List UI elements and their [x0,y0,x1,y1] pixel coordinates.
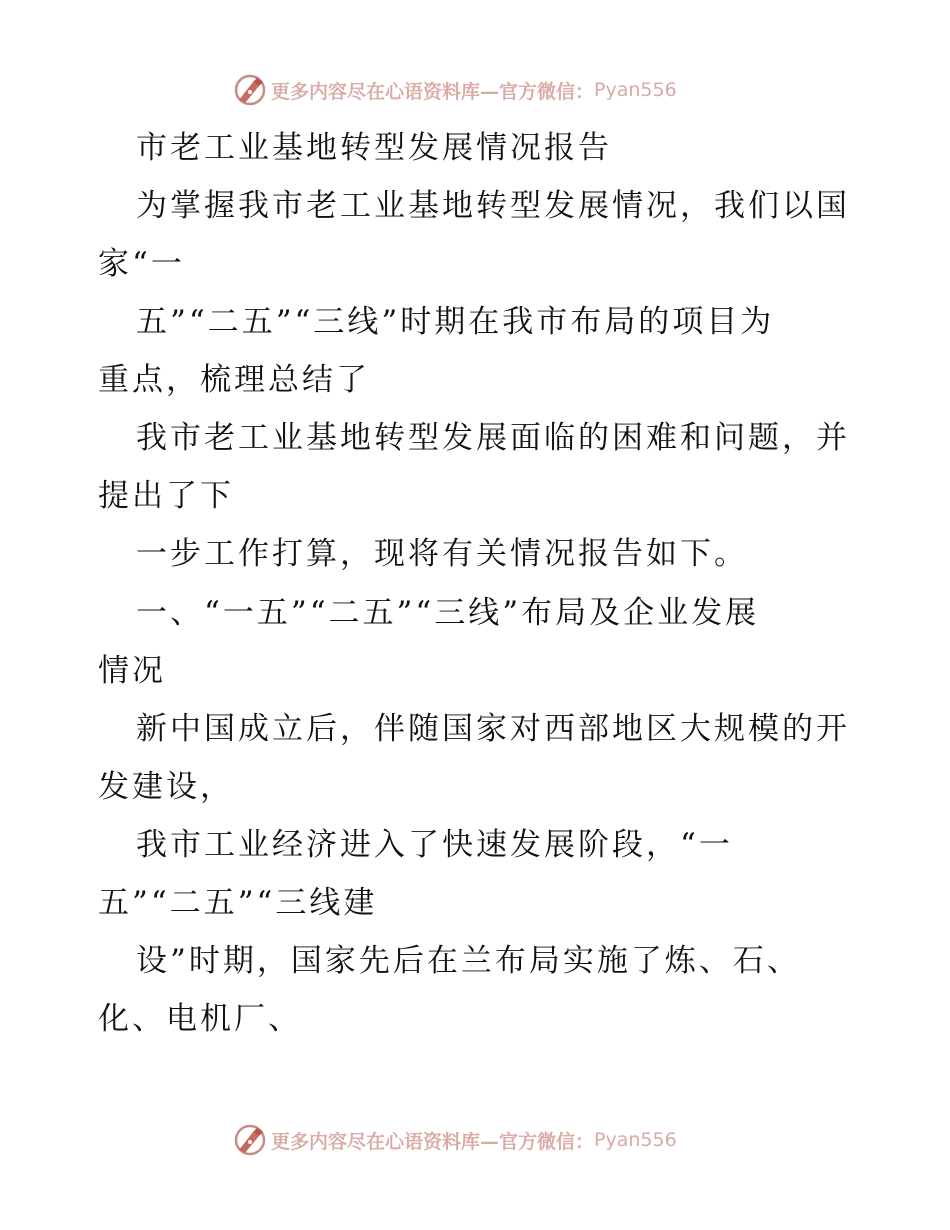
paragraph-line: 提出了下 [98,478,234,514]
watermark-text: 更多内容尽在心语资料库—官方微信： [271,80,595,103]
paragraph-line: 化、电机厂、 [98,1001,302,1037]
paragraph-line: 我市老工业基地转型发展面临的困难和问题，并 [136,420,850,456]
pen-nib-logo-icon [233,1123,267,1157]
paragraph-line: 发建设， [98,769,234,805]
paragraph-line: 设”时期，国家先后在兰布局实施了炼、石、 [136,943,801,979]
section-heading-cont: 情况 [98,653,166,689]
watermark-wechat-id: Pyan556 [594,1129,677,1151]
paragraph-line: 重点，梳理总结了 [98,362,370,398]
watermark-text: 更多内容尽在心语资料库—官方微信： [271,1130,595,1153]
watermark-banner-bottom [233,1122,677,1158]
paragraph-line: 新中国成立后，伴随国家对西部地区大规模的开 [136,711,850,747]
doc-title: 市老工业基地转型发展情况报告 [136,130,612,166]
paragraph-line: 家“一 [98,246,185,282]
paragraph-line: 五”“二五”“三线”时期在我市布局的项目为 [136,304,775,340]
pen-nib-logo-icon [233,73,267,107]
section-heading: 一、“一五”“二五”“三线”布局及企业发展 [136,595,760,631]
paragraph-line: 五”“二五”“三线建 [98,885,378,921]
watermark-banner-top [233,72,677,108]
paragraph-line: 为掌握我市老工业基地转型发展情况，我们以国 [136,188,850,224]
paragraph-line: 一步工作打算，现将有关情况报告如下。 [136,536,748,572]
paragraph-line: 我市工业经济进入了快速发展阶段，“一 [136,827,733,863]
watermark-wechat-id: Pyan556 [594,79,677,101]
